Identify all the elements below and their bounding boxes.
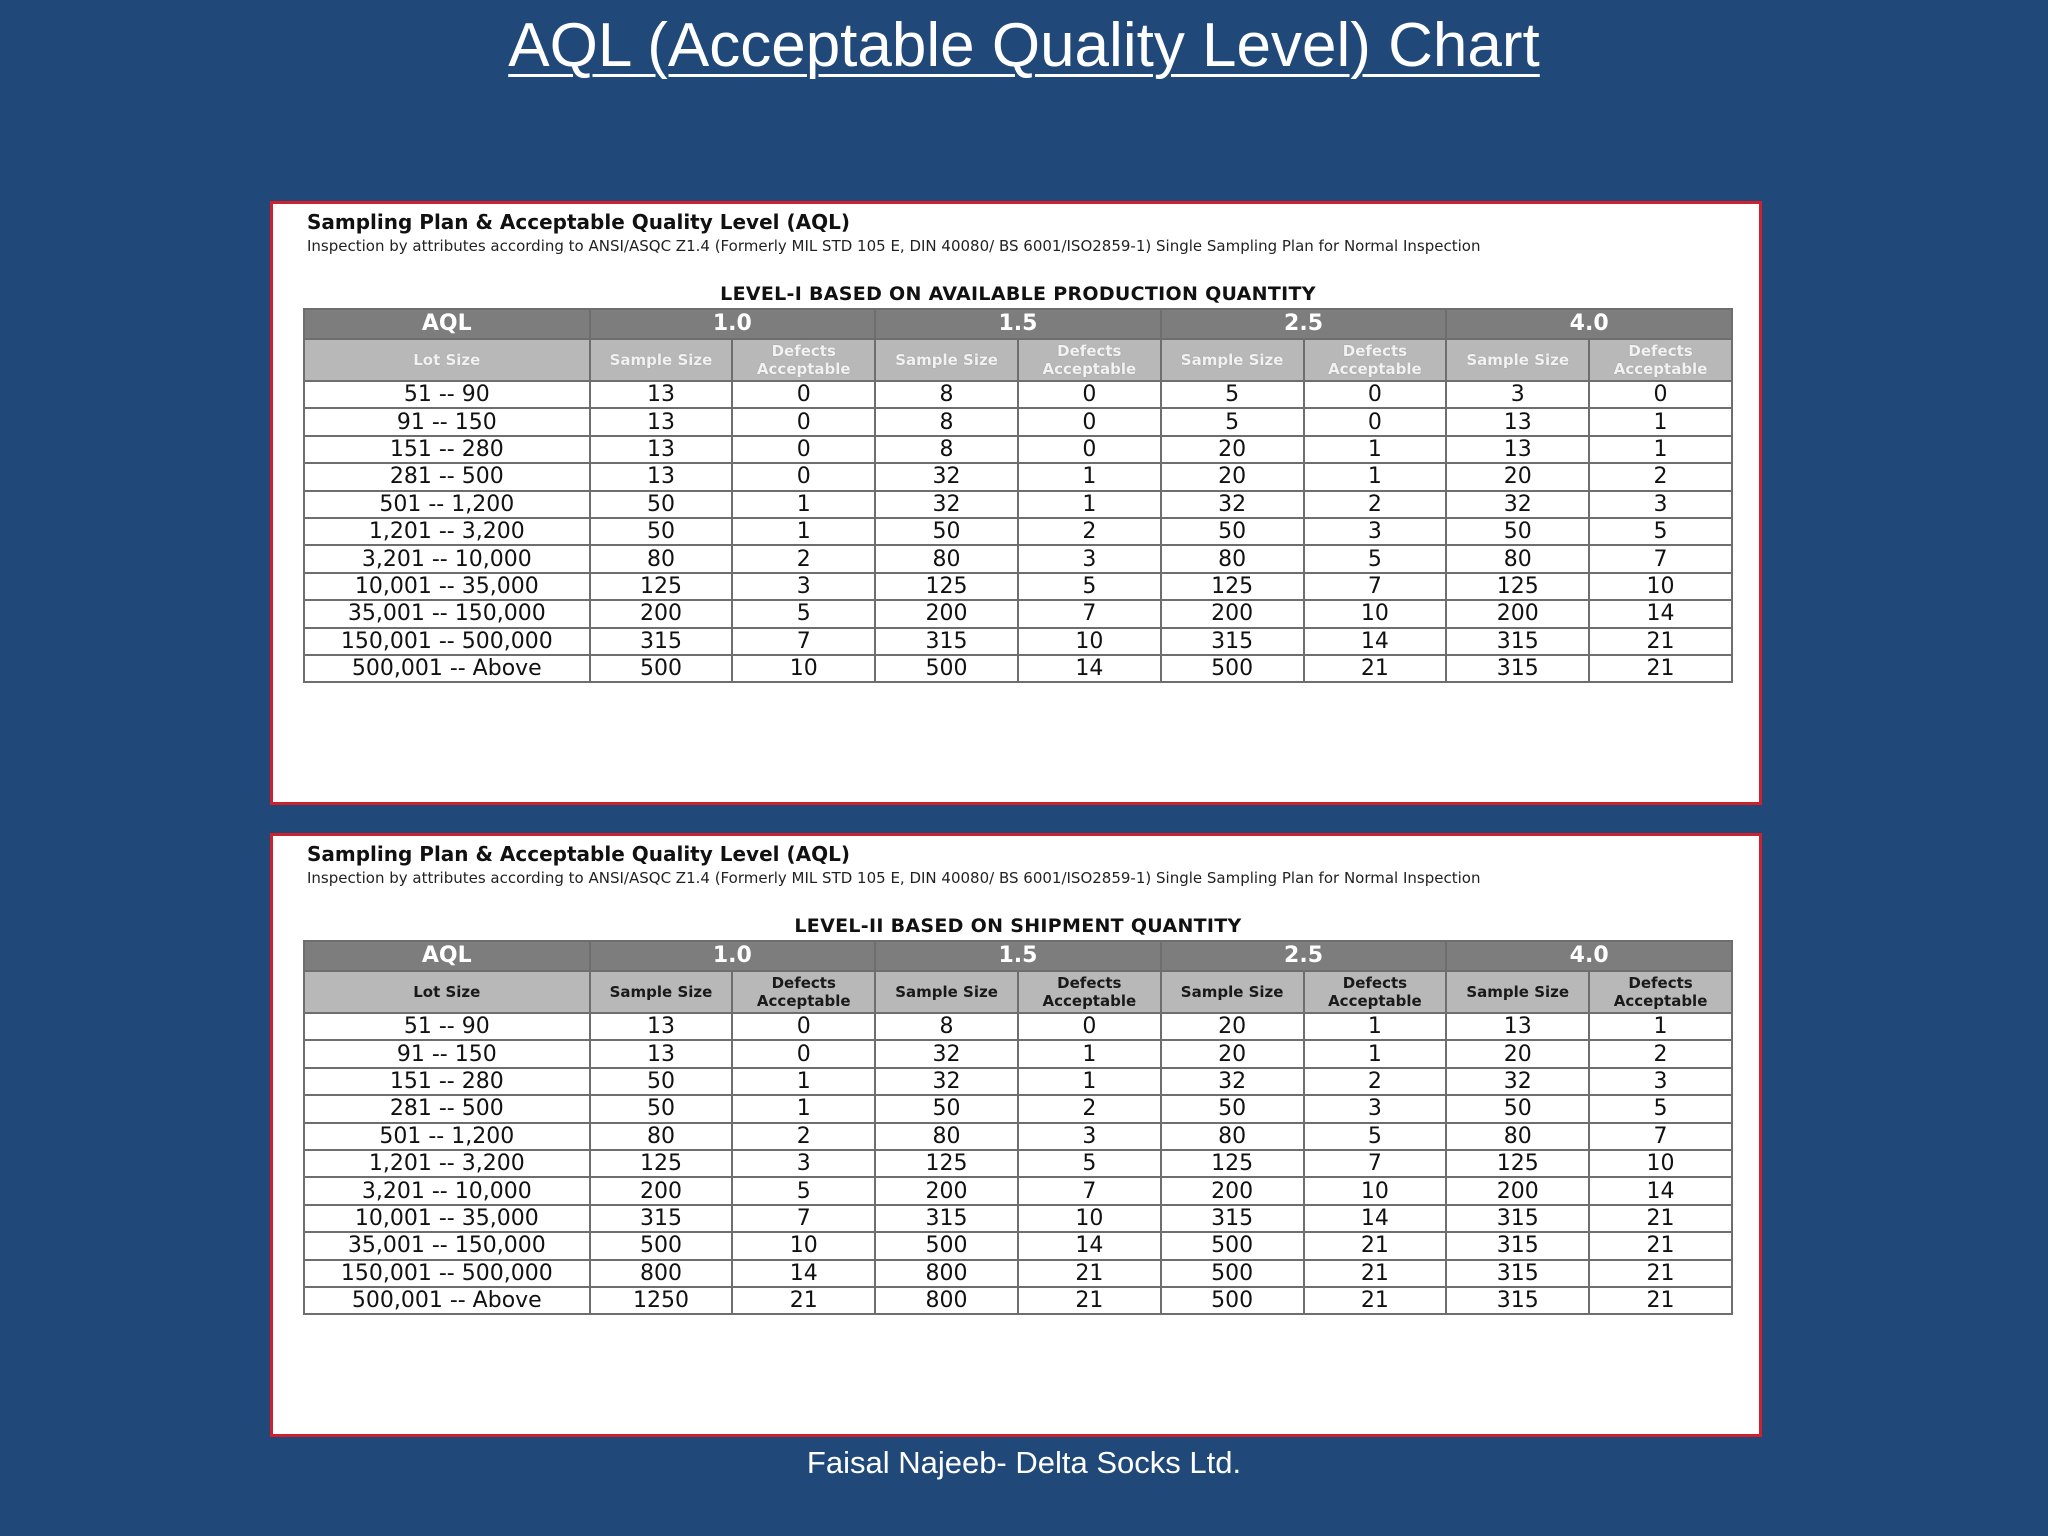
defects-acceptable-header [1589,971,1732,1013]
acceptable-label: Acceptable [756,360,851,378]
sample-size-cell: 800 [590,1260,733,1287]
defects-acceptable-cell: 21 [1304,655,1447,682]
table-row [304,1287,1732,1314]
defects-acceptable-cell: 1 [1018,463,1161,490]
sample-size-cell: 32 [1161,491,1304,518]
defects-acceptable-cell: 1 [1304,463,1447,490]
sample-size-cell: 500 [1161,1260,1304,1287]
defects-acceptable-cell: 7 [1304,573,1447,600]
defects-acceptable-cell: 0 [732,1040,875,1067]
defects-acceptable-header [732,339,875,381]
defects-label: Defects [1057,342,1122,360]
defects-acceptable-cell: 0 [1304,408,1447,435]
sample-size-cell: 50 [1161,518,1304,545]
sample-size-cell: 32 [1161,1068,1304,1095]
sample-size-cell: 315 [590,1205,733,1232]
defects-acceptable-cell: 5 [732,600,875,627]
aql-level-4-0: 4.0 [1446,941,1732,971]
defects-acceptable-cell: 0 [732,381,875,408]
defects-acceptable-cell: 10 [1304,1177,1447,1204]
defects-acceptable-cell: 1 [1304,1013,1447,1040]
defects-acceptable-cell: 14 [1018,655,1161,682]
aql-level-1-5: 1.5 [875,309,1161,339]
lot-size-cell: 91 -- 150 [304,1040,590,1067]
defects-acceptable-cell: 14 [1304,1205,1447,1232]
sample-size-cell: 50 [590,518,733,545]
sample-size-cell: 50 [875,1095,1018,1122]
defects-acceptable-cell: 2 [1589,1040,1732,1067]
sample-size-cell: 315 [1161,628,1304,655]
defects-acceptable-cell: 0 [1018,381,1161,408]
sample-size-cell: 315 [875,1205,1018,1232]
panel-subtitle: Inspection by attributes according to ANSI/ASQC Z1.4 (Formerly MIL STD 105 E, DIN 40080/ BS 6001/ISO2859-1) Single Sampling Plan for Normal Inspection [307,237,1481,255]
lot-size-cell: 35,001 -- 150,000 [304,1232,590,1259]
aql-table [303,940,1733,1315]
defects-acceptable-cell: 1 [732,1095,875,1122]
column-header-row [304,971,1732,1013]
defects-acceptable-cell: 0 [1018,436,1161,463]
defects-acceptable-cell: 21 [1304,1260,1447,1287]
sample-size-cell: 80 [590,545,733,572]
defects-acceptable-cell: 0 [1018,408,1161,435]
level-heading: LEVEL-II BASED ON SHIPMENT QUANTITY [794,915,1242,937]
sample-size-cell: 315 [1446,655,1589,682]
defects-label: Defects [1057,974,1122,992]
defects-label: Defects [1342,974,1408,992]
defects-acceptable-header [1018,339,1161,381]
defects-acceptable-cell: 5 [1589,518,1732,545]
lot-size-cell: 1,201 -- 3,200 [304,518,590,545]
lot-size-cell: 501 -- 1,200 [304,1123,590,1150]
defects-acceptable-cell: 1 [1589,408,1732,435]
aql-level-header-row [304,309,1732,339]
defects-acceptable-cell: 10 [1589,1150,1732,1177]
sample-size-cell: 20 [1161,436,1304,463]
table-row [304,600,1732,627]
lot-size-cell: 500,001 -- Above [304,655,590,682]
defects-acceptable-cell: 2 [1304,491,1447,518]
sample-size-cell: 315 [1446,1260,1589,1287]
sample-size-cell: 315 [1446,1232,1589,1259]
sample-size-cell: 1250 [590,1287,733,1314]
sample-size-cell: 80 [1161,545,1304,572]
defects-acceptable-cell: 7 [732,1205,875,1232]
sample-size-cell: 500 [1161,655,1304,682]
table-row [304,436,1732,463]
defects-acceptable-cell: 1 [1589,436,1732,463]
sample-size-cell: 13 [590,1040,733,1067]
sample-size-cell: 200 [590,600,733,627]
defects-acceptable-cell: 2 [1304,1068,1447,1095]
table-row [304,491,1732,518]
sample-size-cell: 13 [1446,436,1589,463]
sample-size-cell: 80 [875,1123,1018,1150]
panel-header [307,208,1480,256]
sample-size-cell: 200 [1161,600,1304,627]
sample-size-cell: 13 [590,381,733,408]
table-row [304,1068,1732,1095]
defects-acceptable-cell: 2 [1018,518,1161,545]
table-row [304,381,1732,408]
sample-size-cell: 80 [875,545,1018,572]
sample-size-cell: 50 [590,491,733,518]
sample-size-cell: 315 [875,628,1018,655]
sample-size-cell: 13 [590,463,733,490]
lot-size-cell: 150,001 -- 500,000 [304,1260,590,1287]
sample-size-cell: 500 [590,1232,733,1259]
sample-size-cell: 315 [590,628,733,655]
table-row [304,518,1732,545]
defects-acceptable-cell: 7 [1589,545,1732,572]
lot-size-cell: 35,001 -- 150,000 [304,600,590,627]
sample-size-cell: 50 [1161,1095,1304,1122]
defects-acceptable-cell: 5 [1018,573,1161,600]
defects-acceptable-cell: 21 [1589,1260,1732,1287]
table-row [304,573,1732,600]
sample-size-cell: 125 [875,1150,1018,1177]
defects-acceptable-cell: 7 [1018,600,1161,627]
sampling-plan-panel-level-1 [270,201,1762,805]
defects-acceptable-header [1304,339,1447,381]
sample-size-cell: 200 [1161,1177,1304,1204]
defects-acceptable-cell: 10 [1304,600,1447,627]
sample-size-cell: 800 [875,1260,1018,1287]
sample-size-cell: 13 [590,408,733,435]
lot-size-cell: 91 -- 150 [304,408,590,435]
defects-acceptable-cell: 3 [1589,491,1732,518]
lot-size-cell: 51 -- 90 [304,1013,590,1040]
table-row [304,628,1732,655]
table-row [304,545,1732,572]
sample-size-cell: 500 [875,1232,1018,1259]
defects-acceptable-cell: 1 [1018,491,1161,518]
defects-acceptable-cell: 7 [1304,1150,1447,1177]
lot-size-cell: 10,001 -- 35,000 [304,573,590,600]
sample-size-cell: 5 [1161,408,1304,435]
sample-size-header: Sample Size [1446,971,1589,1013]
lot-size-cell: 500,001 -- Above [304,1287,590,1314]
table-row [304,1177,1732,1204]
acceptable-label: Acceptable [1613,992,1708,1010]
sample-size-cell: 125 [1446,573,1589,600]
sample-size-cell: 8 [875,408,1018,435]
defects-acceptable-cell: 5 [1304,1123,1447,1150]
sample-size-header: Sample Size [875,339,1018,381]
aql-level-2-5: 2.5 [1161,309,1447,339]
defects-acceptable-cell: 21 [1018,1287,1161,1314]
defects-acceptable-cell: 0 [732,463,875,490]
sample-size-cell: 50 [590,1068,733,1095]
defects-acceptable-cell: 3 [1304,1095,1447,1122]
panel-title: Sampling Plan & Acceptable Quality Level (AQL) [307,210,850,234]
sample-size-cell: 315 [1446,1205,1589,1232]
lot-size-cell: 3,201 -- 10,000 [304,1177,590,1204]
sample-size-cell: 200 [1446,1177,1589,1204]
level-heading: LEVEL-I BASED ON AVAILABLE PRODUCTION QUANTITY [720,283,1316,305]
table-row [304,1013,1732,1040]
defects-acceptable-cell: 14 [1304,628,1447,655]
sample-size-cell: 32 [1446,491,1589,518]
panel-subtitle: Inspection by attributes according to ANSI/ASQC Z1.4 (Formerly MIL STD 105 E, DIN 40080/ BS 6001/ISO2859-1) Single Sampling Plan for Normal Inspection [307,869,1481,887]
sample-size-cell: 13 [1446,408,1589,435]
defects-acceptable-cell: 2 [732,545,875,572]
aql-label: AQL [304,309,590,339]
sample-size-header: Sample Size [1446,339,1589,381]
defects-acceptable-cell: 2 [1589,463,1732,490]
table-row [304,1123,1732,1150]
sample-size-cell: 20 [1161,1040,1304,1067]
defects-acceptable-cell: 5 [1018,1150,1161,1177]
sample-size-cell: 20 [1161,463,1304,490]
defects-acceptable-cell: 0 [732,408,875,435]
aql-level-2-5: 2.5 [1161,941,1447,971]
sample-size-cell: 80 [590,1123,733,1150]
sample-size-cell: 500 [1161,1232,1304,1259]
aql-table [303,308,1733,683]
sample-size-cell: 50 [1446,518,1589,545]
defects-acceptable-cell: 0 [1018,1013,1161,1040]
lot-size-cell: 1,201 -- 3,200 [304,1150,590,1177]
table-row [304,1260,1732,1287]
acceptable-label: Acceptable [756,992,851,1010]
aql-level-header-row [304,941,1732,971]
defects-acceptable-cell: 0 [1589,381,1732,408]
defects-acceptable-cell: 10 [1589,573,1732,600]
defects-acceptable-cell: 5 [1589,1095,1732,1122]
sample-size-cell: 315 [1446,628,1589,655]
table-row [304,1040,1732,1067]
sample-size-cell: 20 [1161,1013,1304,1040]
lot-size-cell: 281 -- 500 [304,463,590,490]
sample-size-cell: 50 [590,1095,733,1122]
sample-size-header: Sample Size [875,971,1018,1013]
defects-acceptable-cell: 0 [1304,381,1447,408]
sample-size-cell: 13 [590,436,733,463]
defects-acceptable-cell: 2 [1018,1095,1161,1122]
acceptable-label: Acceptable [1042,360,1137,378]
acceptable-label: Acceptable [1328,992,1422,1010]
sample-size-cell: 20 [1446,463,1589,490]
sample-size-cell: 80 [1161,1123,1304,1150]
sample-size-cell: 125 [1161,1150,1304,1177]
sample-size-cell: 500 [875,655,1018,682]
defects-acceptable-cell: 21 [1589,655,1732,682]
defects-acceptable-cell: 21 [1589,628,1732,655]
sample-size-cell: 8 [875,381,1018,408]
defects-acceptable-cell: 7 [732,628,875,655]
lot-size-cell: 151 -- 280 [304,1068,590,1095]
aql-level-1-5: 1.5 [875,941,1161,971]
defects-acceptable-cell: 0 [732,1013,875,1040]
lot-size-header: Lot Size [304,339,590,381]
defects-label: Defects [1628,974,1693,992]
sample-size-cell: 500 [590,655,733,682]
defects-acceptable-cell: 14 [1589,600,1732,627]
sample-size-cell: 315 [1161,1205,1304,1232]
sample-size-cell: 200 [875,600,1018,627]
table-row [304,1205,1732,1232]
defects-acceptable-cell: 3 [1589,1068,1732,1095]
defects-acceptable-cell: 10 [1018,628,1161,655]
defects-acceptable-cell: 21 [1304,1232,1447,1259]
defects-acceptable-cell: 2 [732,1123,875,1150]
table-row [304,408,1732,435]
defects-acceptable-cell: 3 [732,1150,875,1177]
defects-acceptable-cell: 14 [732,1260,875,1287]
sample-size-cell: 80 [1446,545,1589,572]
sample-size-cell: 50 [1446,1095,1589,1122]
defects-acceptable-header [1018,971,1161,1013]
defects-acceptable-cell: 5 [1304,545,1447,572]
lot-size-cell: 501 -- 1,200 [304,491,590,518]
defects-label: Defects [1628,342,1693,360]
defects-acceptable-cell: 1 [1304,1040,1447,1067]
sample-size-cell: 200 [590,1177,733,1204]
lot-size-cell: 10,001 -- 35,000 [304,1205,590,1232]
defects-acceptable-cell: 1 [1018,1068,1161,1095]
sample-size-cell: 13 [1446,1013,1589,1040]
sample-size-cell: 200 [1446,600,1589,627]
defects-acceptable-cell: 3 [1304,518,1447,545]
defects-label: Defects [1342,342,1408,360]
defects-acceptable-cell: 1 [1304,436,1447,463]
panel-title: Sampling Plan & Acceptable Quality Level (AQL) [307,842,850,866]
footer-credit: Faisal Najeeb- Delta Socks Ltd. [806,1445,1242,1480]
sample-size-cell: 3 [1446,381,1589,408]
lot-size-cell: 151 -- 280 [304,436,590,463]
defects-acceptable-header [1304,971,1447,1013]
aql-level-1-0: 1.0 [590,309,876,339]
sample-size-cell: 5 [1161,381,1304,408]
sample-size-cell: 125 [875,573,1018,600]
sample-size-cell: 500 [1161,1287,1304,1314]
sample-size-cell: 32 [875,1040,1018,1067]
defects-label: Defects [771,974,836,992]
acceptable-label: Acceptable [1328,360,1422,378]
defects-acceptable-cell: 1 [732,1068,875,1095]
aql-level-1-0: 1.0 [590,941,876,971]
sample-size-cell: 20 [1446,1040,1589,1067]
defects-acceptable-cell: 21 [1018,1260,1161,1287]
table-row [304,655,1732,682]
aql-label: AQL [304,941,590,971]
sample-size-header: Sample Size [1161,971,1304,1013]
sample-size-cell: 13 [590,1013,733,1040]
sample-size-cell: 32 [1446,1068,1589,1095]
defects-acceptable-header [732,971,875,1013]
lot-size-header: Lot Size [304,971,590,1013]
sample-size-cell: 8 [875,1013,1018,1040]
defects-acceptable-cell: 10 [732,655,875,682]
sample-size-cell: 125 [1446,1150,1589,1177]
sample-size-header: Sample Size [590,339,733,381]
defects-acceptable-cell: 14 [1018,1232,1161,1259]
column-header-row [304,339,1732,381]
lot-size-cell: 150,001 -- 500,000 [304,628,590,655]
defects-acceptable-cell: 3 [732,573,875,600]
sample-size-cell: 200 [875,1177,1018,1204]
sample-size-cell: 8 [875,436,1018,463]
sample-size-cell: 800 [875,1287,1018,1314]
defects-acceptable-cell: 0 [732,436,875,463]
acceptable-label: Acceptable [1613,360,1708,378]
panel-header [307,840,1480,888]
lot-size-cell: 3,201 -- 10,000 [304,545,590,572]
defects-acceptable-header [1589,339,1732,381]
defects-acceptable-cell: 5 [732,1177,875,1204]
defects-acceptable-cell: 1 [732,518,875,545]
lot-size-cell: 281 -- 500 [304,1095,590,1122]
sample-size-cell: 32 [875,491,1018,518]
defects-acceptable-cell: 14 [1589,1177,1732,1204]
sample-size-cell: 125 [590,573,733,600]
defects-acceptable-cell: 21 [1589,1287,1732,1314]
defects-label: Defects [771,342,836,360]
sample-size-header: Sample Size [1161,339,1304,381]
sample-size-cell: 50 [875,518,1018,545]
sample-size-cell: 80 [1446,1123,1589,1150]
table-row [304,1095,1732,1122]
defects-acceptable-cell: 7 [1589,1123,1732,1150]
sampling-plan-panel-level-2 [270,833,1762,1437]
defects-acceptable-cell: 21 [1304,1287,1447,1314]
defects-acceptable-cell: 21 [1589,1205,1732,1232]
defects-acceptable-cell: 10 [732,1232,875,1259]
table-row [304,1150,1732,1177]
defects-acceptable-cell: 1 [1589,1013,1732,1040]
defects-acceptable-cell: 3 [1018,545,1161,572]
sample-size-cell: 125 [1161,573,1304,600]
defects-acceptable-cell: 1 [1018,1040,1161,1067]
table-row [304,463,1732,490]
table-row [304,1232,1732,1259]
defects-acceptable-cell: 3 [1018,1123,1161,1150]
slide-title: AQL (Acceptable Quality Level) Chart [508,11,1540,80]
sample-size-cell: 315 [1446,1287,1589,1314]
sample-size-cell: 32 [875,463,1018,490]
defects-acceptable-cell: 1 [732,491,875,518]
sample-size-cell: 32 [875,1068,1018,1095]
acceptable-label: Acceptable [1042,992,1137,1010]
defects-acceptable-cell: 7 [1018,1177,1161,1204]
defects-acceptable-cell: 10 [1018,1205,1161,1232]
aql-level-4-0: 4.0 [1446,309,1732,339]
sample-size-cell: 125 [590,1150,733,1177]
sample-size-header: Sample Size [590,971,733,1013]
defects-acceptable-cell: 21 [1589,1232,1732,1259]
defects-acceptable-cell: 21 [732,1287,875,1314]
lot-size-cell: 51 -- 90 [304,381,590,408]
